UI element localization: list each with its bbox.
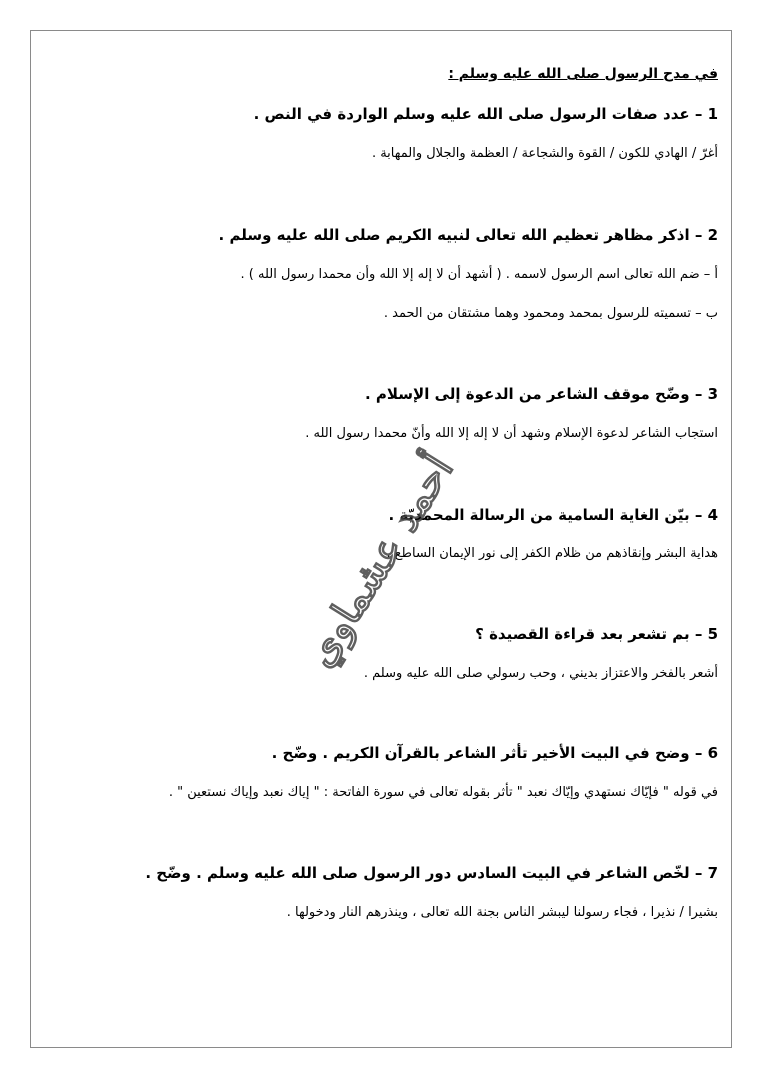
question-6: 6 – وضح في البيت الأخير تأثر الشاعر بالقرآن الكريم . وضّح . xyxy=(271,744,718,762)
question-1: 1 – عدد صفات الرسول صلى الله عليه وسلم الواردة في النص . xyxy=(253,105,718,123)
question-2: 2 – اذكر مظاهر تعظيم الله تعالى لنبيه الكريم صلى الله عليه وسلم . xyxy=(218,226,718,244)
answer-7: بشيرا / نذيرا ، فجاء رسولنا ليبشر الناس بجنة الله تعالى ، وينذرهم النار ودخولها . xyxy=(286,905,718,920)
answer-2b: ب – تسميته للرسول بمحمد ومحمود وهما مشتقان من الحمد . xyxy=(383,306,718,321)
question-7: 7 – لخّص الشاعر في البيت السادس دور الرسول صلى الله عليه وسلم . وضّح . xyxy=(145,864,718,882)
answer-3: استجاب الشاعر لدعوة الإسلام وشهد أن لا إله إلا الله وأنّ محمدا رسول الله . xyxy=(305,426,718,441)
document-title: في مدح الرسول صلى الله عليه وسلم : xyxy=(448,66,718,82)
watermark-signature: أحمد عشماوي xyxy=(295,447,463,675)
answer-4: هداية البشر وإنقاذهم من ظلام الكفر إلى نور الإيمان الساطع . xyxy=(386,546,718,561)
question-3: 3 – وضّح موقف الشاعر من الدعوة إلى الإسلام . xyxy=(364,385,718,403)
question-4: 4 – بيّن الغاية السامية من الرسالة المحمديّة . xyxy=(388,506,718,524)
answer-2a: أ – ضم الله تعالى اسم الرسول لاسمه . ( أشهد أن لا إله إلا الله وأن محمدا رسول الله ) . xyxy=(240,267,718,282)
question-5: 5 – بم تشعر بعد قراءة القصيدة ؟ xyxy=(475,625,718,643)
answer-5: أشعر بالفخر والاعتزاز بديني ، وحب رسولي صلى الله عليه وسلم . xyxy=(363,666,718,681)
answer-6: في قوله " فإيّاك نستهدي وإيّاك نعبد " تأثر بقوله تعالى في سورة الفاتحة : " إياك نعبد وإياك نستعين " . xyxy=(168,785,718,800)
answer-1: أغرّ / الهادي للكون / القوة والشجاعة / العظمة والجلال والمهابة . xyxy=(371,146,718,161)
